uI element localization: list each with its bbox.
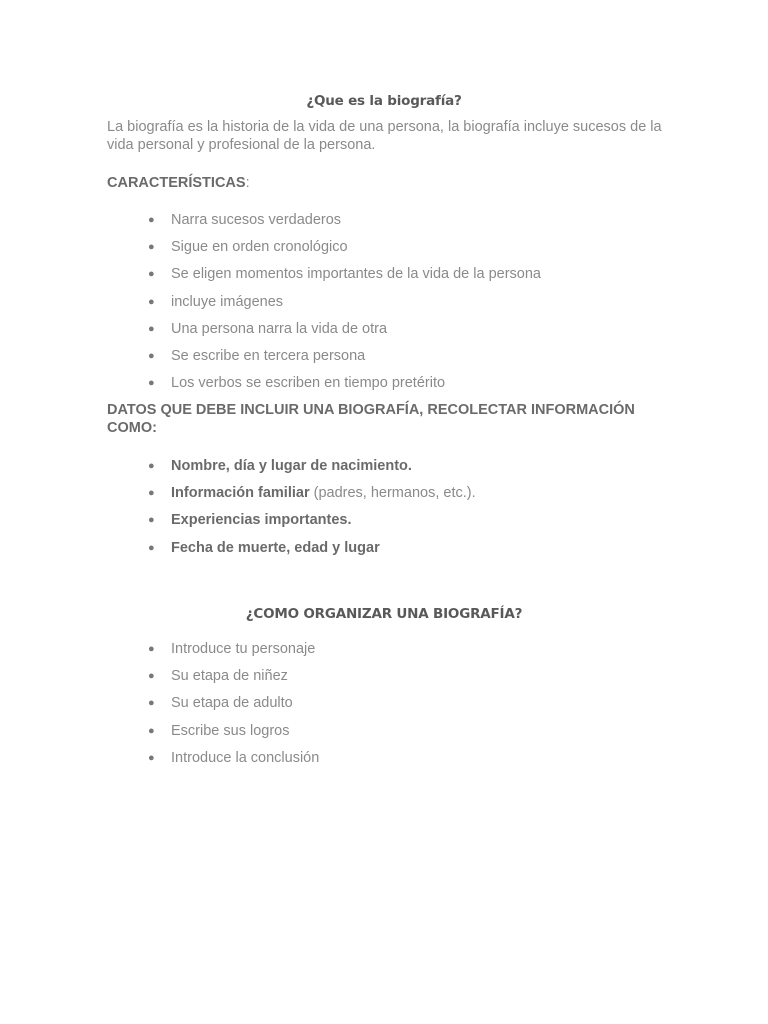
bullet-icon: ● bbox=[148, 377, 155, 390]
bullet-icon: ● bbox=[148, 322, 155, 335]
bullet-icon: ● bbox=[148, 541, 155, 554]
title-como-organizar: ¿COMO ORGANIZAR UNA BIOGRAFÍA? bbox=[245, 606, 523, 622]
title-que-es: ¿Que es la biografía? bbox=[306, 93, 462, 109]
list-item-text: Escribe sus logros bbox=[171, 722, 290, 739]
list-item-text: incluye imágenes bbox=[171, 293, 284, 310]
list-item-text: Los verbos se escriben en tiempo pretérito bbox=[171, 375, 446, 392]
list-item-bold-text: Información familiar bbox=[171, 485, 310, 502]
list-item-text: Narra sucesos verdaderos bbox=[171, 212, 342, 228]
bullet-icon: ● bbox=[148, 751, 155, 764]
caracteristicas-heading bbox=[107, 175, 677, 193]
list-item-text bbox=[171, 485, 476, 502]
caracteristicas-heading-colon: : bbox=[245, 175, 250, 191]
bullet-icon: ● bbox=[148, 268, 155, 281]
bullet-icon: ● bbox=[148, 460, 155, 472]
datos-heading: DATOS QUE DEBE INCLUIR UNA BIOGRAFÍA, RECOLECTAR INFORMACIÓN COMO: bbox=[107, 402, 635, 436]
bullet-icon: ● bbox=[148, 670, 155, 683]
caracteristicas-heading-text: CARACTERÍSTICAS bbox=[107, 175, 246, 191]
list-item-text: Se escribe en tercera persona bbox=[171, 347, 366, 364]
list-item-text bbox=[171, 512, 352, 529]
bullet-icon: ● bbox=[148, 349, 155, 362]
list-item-bold-text: Fecha de muerte, edad y lugar bbox=[171, 539, 380, 556]
bullet-icon: ● bbox=[148, 697, 155, 710]
list-item-bold-text: Experiencias importantes. bbox=[171, 512, 352, 529]
list-item-text: Una persona narra la vida de otra bbox=[171, 320, 388, 337]
bullet-icon: ● bbox=[148, 214, 155, 226]
list-item-rest-text: (padres, hermanos, etc.). bbox=[309, 485, 476, 502]
list-item-text bbox=[171, 540, 380, 557]
list-item-text bbox=[171, 458, 412, 475]
list-item-text: Se eligen momentos importantes de la vida de la persona bbox=[171, 266, 541, 283]
bullet-icon: ● bbox=[148, 724, 155, 737]
list-item-bold-text: Nombre, día y lugar de nacimiento. bbox=[171, 458, 412, 474]
list-item-text: Sigue en orden cronológico bbox=[171, 239, 348, 256]
bullet-icon: ● bbox=[148, 487, 155, 500]
list-item-text: Introduce la conclusión bbox=[171, 749, 320, 766]
list-item-text: Su etapa de adulto bbox=[171, 695, 293, 712]
bullet-icon: ● bbox=[148, 295, 155, 308]
list-item-text: Su etapa de niñez bbox=[171, 668, 288, 685]
intro-paragraph: La biografía es la historia de la vida de una persona, la biografía incluye sucesos de la vida personal y profesional de la persona. bbox=[107, 119, 662, 153]
bullet-icon: ● bbox=[148, 643, 155, 655]
bullet-icon: ● bbox=[148, 241, 155, 254]
bullet-icon: ● bbox=[148, 514, 155, 527]
list-item-text: Introduce tu personaje bbox=[171, 641, 316, 657]
